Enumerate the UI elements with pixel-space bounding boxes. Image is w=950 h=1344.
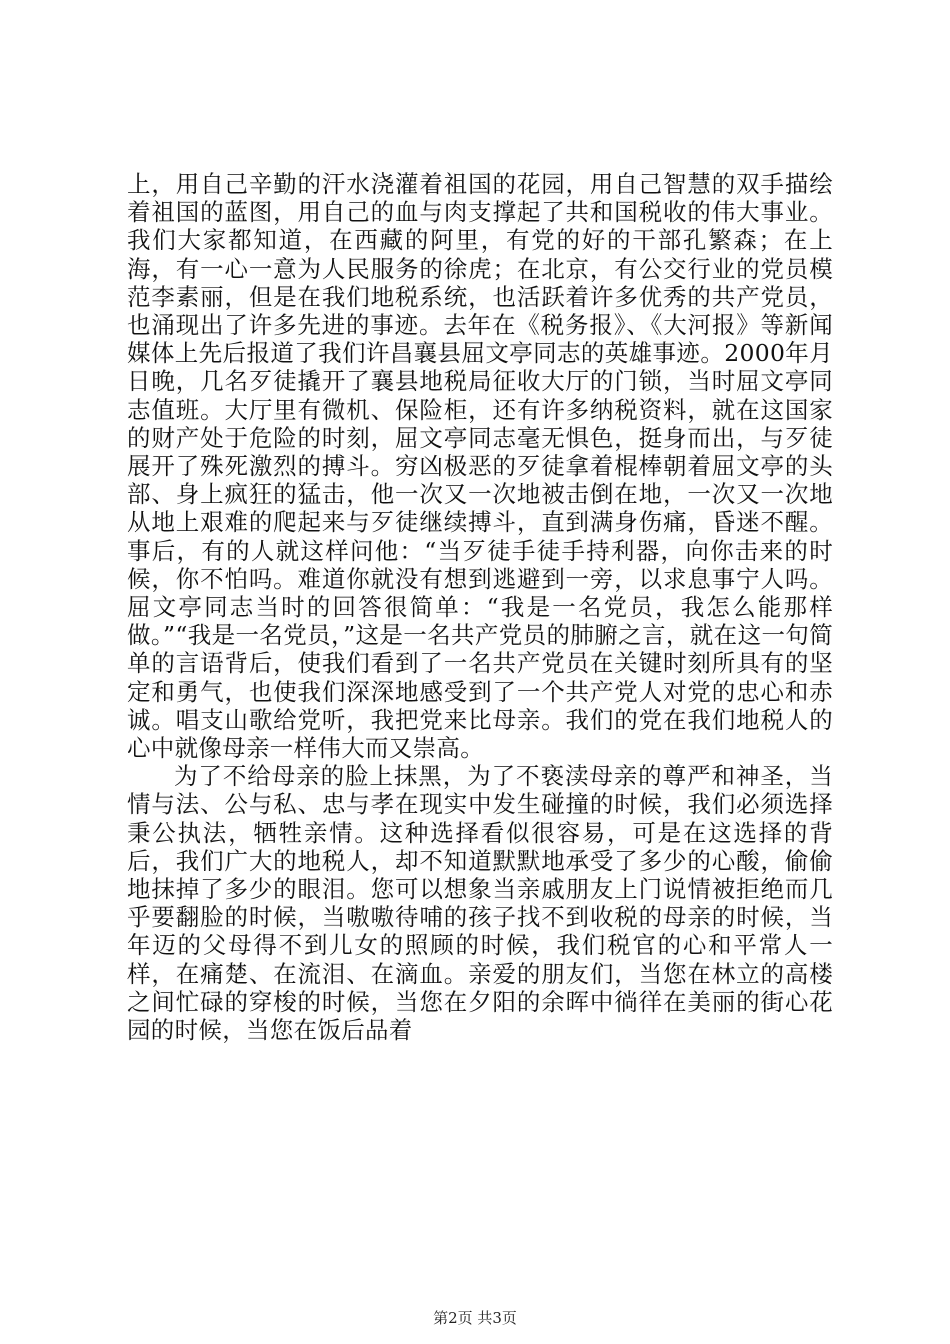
paragraph-2: 为了不给母亲的脸上抹黑，为了不亵渎母亲的尊严和神圣，当情与法、公与私、忠与孝在现实中发生碰撞的时候，我们必须选择秉公执法，牺牲亲情。这种选择看似很容易，可是在这选择的背后，我们广大的地税人，却不知道默默地承受了多少的心酸，偷偷地抹掉了多少的眼泪。您可以想象当亲戚朋友上门说情被拒绝而几乎要翻脸的时候，当嗷嗷待哺的孩子找不到收税的母亲的时候，当年迈的父母得不到儿女的照顾的时候，我们税官的心和平常人一样，在痛楚、在流泪、在滴血。亲爱的朋友们，当您在林立的高楼之间忙碌的穿梭的时候，当您在夕阳的余晖中徜徉在美丽的街心花园的时候，当您在饭后品着	[127, 762, 833, 1045]
document-body	[127, 170, 833, 1044]
page-number-footer: 第2页 共3页	[433, 1309, 517, 1327]
paragraph-1: 上，用自己辛勤的汗水浇灌着祖国的花园，用自己智慧的双手描绘着祖国的蓝图，用自己的血与肉支撑起了共和国税收的伟大事业。我们大家都知道，在西藏的阿里，有党的好的干部孔繁森；在上海，有一心一意为人民服务的徐虎；在北京，有公交行业的党员模范李素丽，但是在我们地税系统，也活跃着许多优秀的共产党员，也涌现出了许多先进的事迹。去年在《税务报》、《大河报》等新闻媒体上先后报道了我们许昌襄县屈文亭同志的英雄事迹。2000年月日晚，几名歹徒撬开了襄县地税局征收大厅的门锁，当时屈文亭同志值班。大厅里有微机、保险柜，还有许多纳税资料，就在这国家的财产处于危险的时刻，屈文亭同志毫无惧色，挺身而出，与歹徒展开了殊死激烈的搏斗。穷凶极恶的歹徒拿着棍棒朝着屈文亭的头部、身上疯狂的猛击，他一次又一次地被击倒在地，一次又一次地从地上艰难的爬起来与歹徒继续搏斗，直到满身伤痛，昏迷不醒。事后，有的人就这样问他：“当歹徒手徒手持利器，向你击来的时候，你不怕吗。难道你就没有想到逃避到一旁，以求息事宁人吗。屈文亭同志当时的回答很简单：“我是一名党员，我怎么能那样做。”“我是一名党员，”这是一名共产党员的肺腑之言，就在这一句简单的言语背后，使我们看到了一名共产党员在关键时刻所具有的坚定和勇气，也使我们深深地感受到了一个共产党人对党的忠心和赤诚。唱支山歌给党听，我把党来比母亲。我们的党在我们地税人的心中就像母亲一样伟大而又崇高。	[127, 170, 833, 763]
